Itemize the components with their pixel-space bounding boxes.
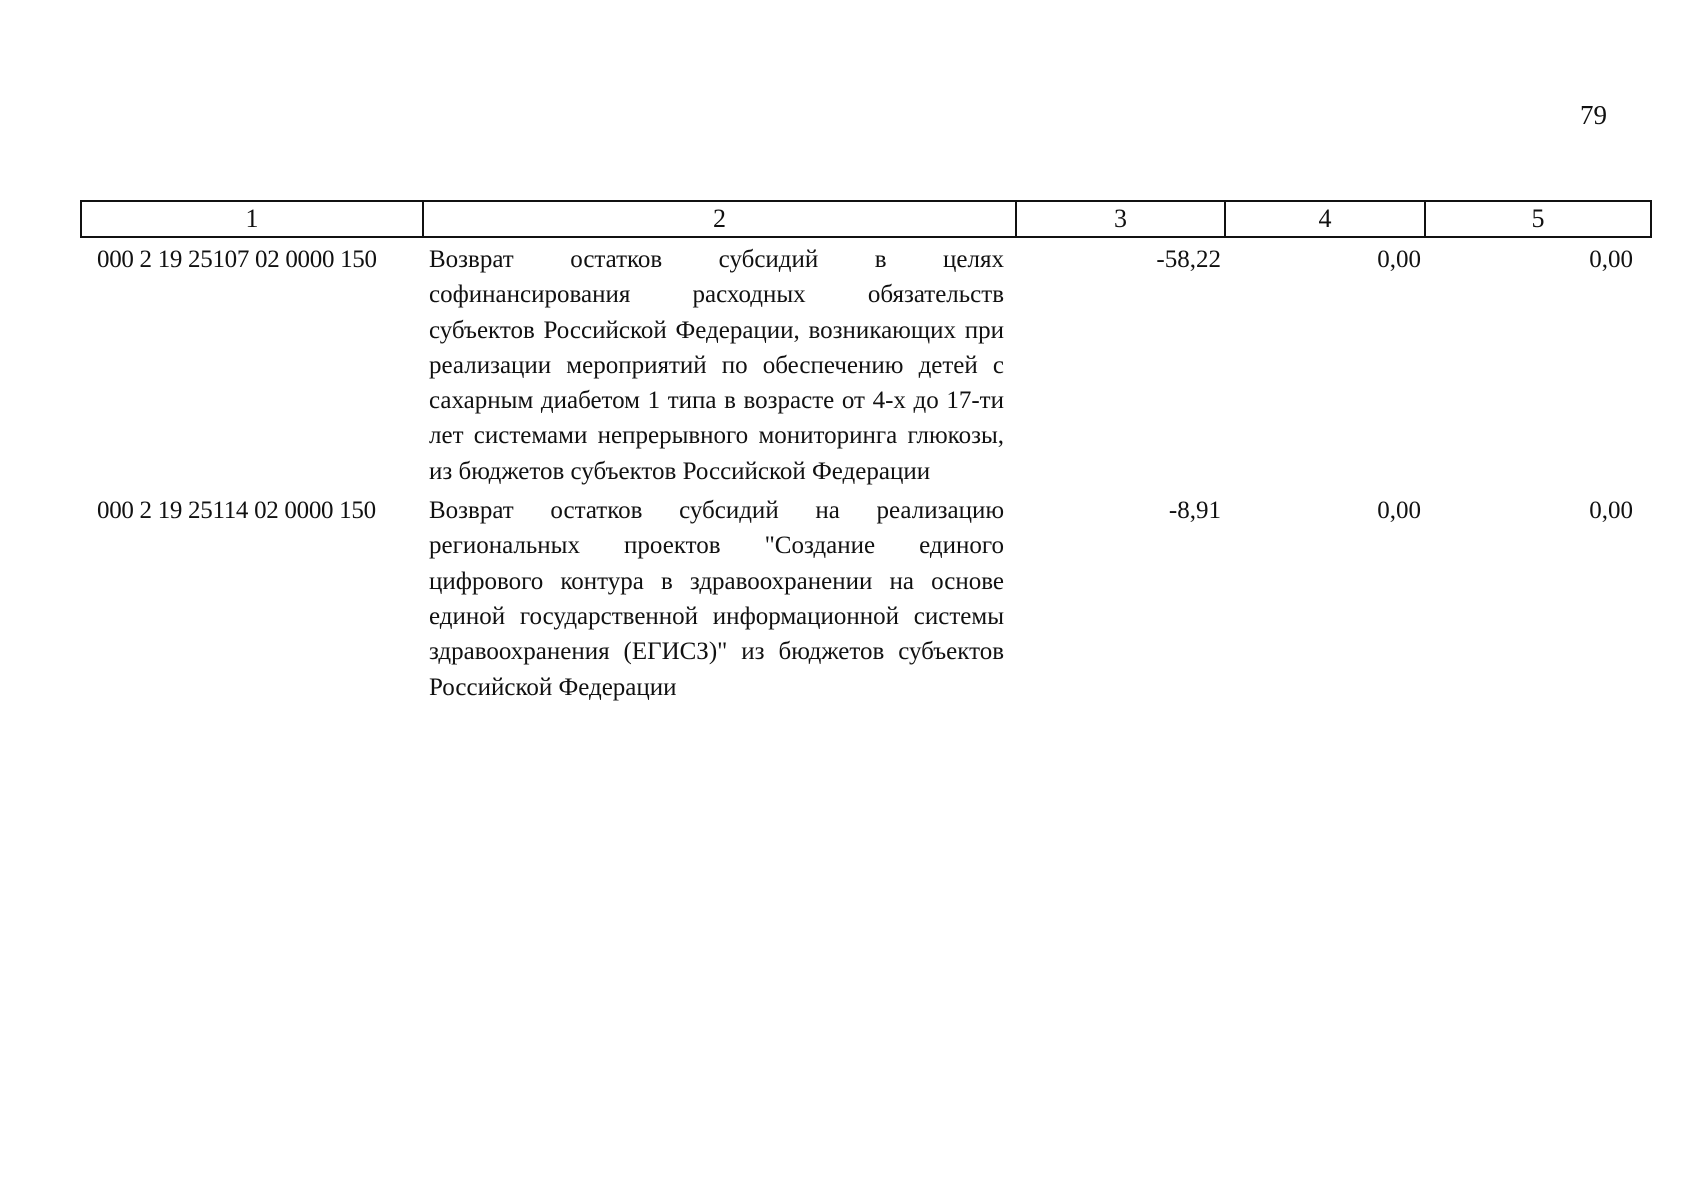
amount-col-3: -58,22 xyxy=(1156,246,1221,273)
page-number: 79 xyxy=(1580,100,1607,130)
header-col-5: 5 xyxy=(1425,201,1651,237)
header-col-4: 4 xyxy=(1225,201,1425,237)
table-row xyxy=(81,237,1651,489)
header-col-2: 2 xyxy=(423,201,1016,237)
header-col-3: 3 xyxy=(1016,201,1225,237)
amount-col-5: 0,00 xyxy=(1589,497,1633,525)
amount-col-4: 0,00 xyxy=(1377,497,1421,525)
amount-col-4: 0,00 xyxy=(1377,246,1421,273)
budget-code: 000 2 19 25114 02 0000 150 xyxy=(97,497,376,525)
header-row xyxy=(81,201,1651,237)
table-row xyxy=(81,489,1651,705)
row-description: Возврат остатков субсидий в целях софинансирования расходных обязательств субъектов Российской Федерации, возникающих при реализации мероприятий по обеспечению детей с сахарным диабетом 1 типа в возрасте от 4-х до 17-ти лет системами непрерывного мониторинга глюкозы, из бюджетов субъектов Российской Федерации xyxy=(429,246,1004,485)
amount-col-3: -8,91 xyxy=(1168,497,1221,525)
header-col-1: 1 xyxy=(81,201,423,237)
row-description: Возврат остатков субсидий на реализацию региональных проектов "Создание единого цифрового контура в здравоохранении на основе единой государственной информационной системы здравоохранения (ЕГИСЗ)" из бюджетов субъектов Российской Федерации xyxy=(429,497,1004,701)
budget-table xyxy=(80,200,1652,705)
budget-code: 000 2 19 25107 02 0000 150 xyxy=(97,246,377,273)
amount-col-5: 0,00 xyxy=(1589,246,1633,273)
